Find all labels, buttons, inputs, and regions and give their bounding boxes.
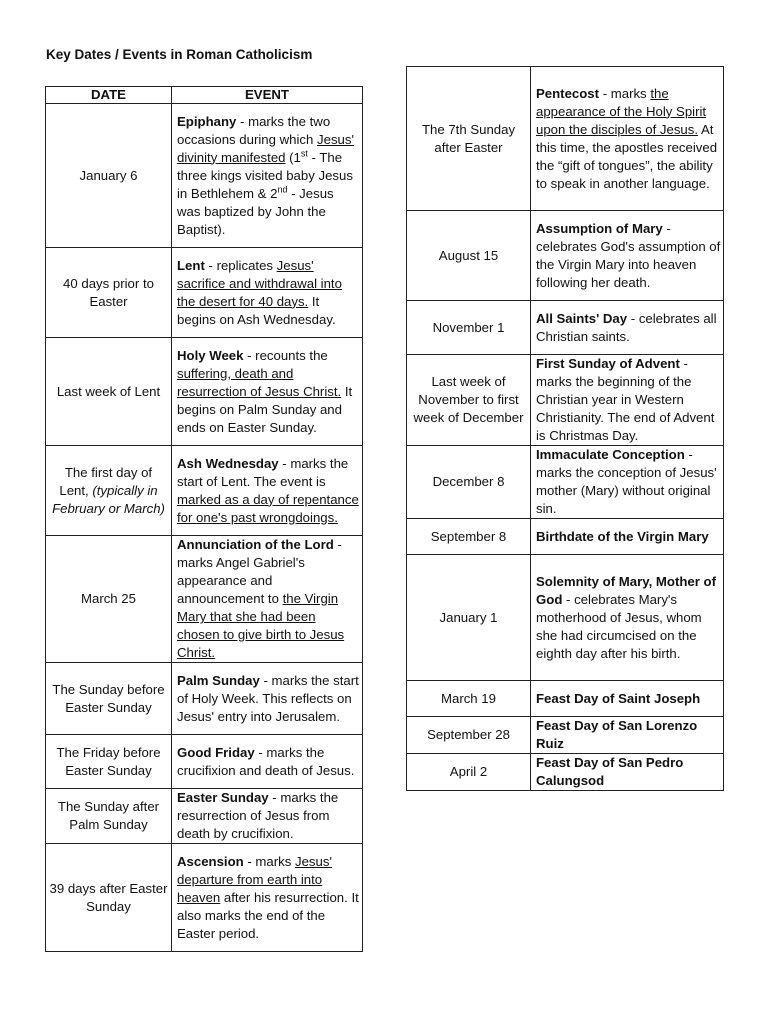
date-column-header: DATE xyxy=(46,87,172,104)
table-row xyxy=(46,663,363,735)
date-cell: Last week of Lent xyxy=(46,338,172,446)
event-name: Feast Day of San Lorenzo Ruiz xyxy=(536,718,698,751)
table-row xyxy=(407,211,724,301)
left-events-table xyxy=(45,86,363,952)
table-row xyxy=(46,104,363,248)
table-row xyxy=(407,301,724,355)
date-cell: Last week of November to first week of December xyxy=(407,355,531,446)
table-row xyxy=(46,446,363,536)
event-cell: Annunciation of the Lord - marks Angel Gabriel's appearance and announcement to the Virgin Mary that she had been chosen to give birth to Jesus Christ. xyxy=(172,536,363,663)
event-name: First Sunday of Advent xyxy=(536,356,680,371)
table-row xyxy=(407,519,724,555)
date-cell: January 1 xyxy=(407,555,531,681)
table-row xyxy=(407,754,724,791)
date-cell: The first day of Lent, (typically in February or March) xyxy=(46,446,172,536)
event-cell: Solemnity of Mary, Mother of God - celebrates Mary's motherhood of Jesus, whom she had circumcised on the eighth day after his birth. xyxy=(531,555,724,681)
event-name: Ascension xyxy=(177,853,244,869)
table-row xyxy=(407,681,724,717)
event-name: Epiphany xyxy=(177,113,237,129)
date-cell: August 15 xyxy=(407,211,531,301)
event-cell: All Saints' Day - celebrates all Christian saints. xyxy=(531,301,724,355)
event-cell: Ascension - marks Jesus' departure from earth into heaven after his resurrection. It also marks the end of the Easter period. xyxy=(172,844,363,952)
date-cell: The Sunday after Palm Sunday xyxy=(46,789,172,844)
event-name: Assumption of Mary xyxy=(536,220,663,236)
date-cell: 39 days after Easter Sunday xyxy=(46,844,172,952)
right-events-table xyxy=(406,66,724,791)
date-cell: January 6 xyxy=(46,104,172,248)
event-cell: Palm Sunday - marks the start of Holy Week. This reflects on Jesus' entry into Jerusalem. xyxy=(172,663,363,735)
event-cell: Immaculate Conception - marks the conception of Jesus' mother (Mary) without original sin. xyxy=(531,446,724,519)
date-cell: September 28 xyxy=(407,717,531,754)
table-row xyxy=(407,67,724,211)
event-cell: Good Friday - marks the crucifixion and death of Jesus. xyxy=(172,735,363,789)
table-row xyxy=(46,844,363,952)
event-cell xyxy=(531,754,724,791)
page-title: Key Dates / Events in Roman Catholicism xyxy=(46,47,313,62)
event-name: Good Friday xyxy=(177,744,255,760)
event-name: Holy Week xyxy=(177,347,244,363)
event-name: Annunciation of the Lord xyxy=(177,537,334,552)
event-name: Lent xyxy=(177,257,205,273)
date-cell: November 1 xyxy=(407,301,531,355)
event-name: Palm Sunday xyxy=(177,672,260,688)
table-row xyxy=(407,355,724,446)
event-cell: Epiphany - marks the two occasions during which Jesus' divinity manifested (1st - The three kings visited baby Jesus in Bethlehem & 2nd - Jesus was baptized by John the Baptist). xyxy=(172,104,363,248)
event-cell: Lent - replicates Jesus' sacrifice and withdrawal into the desert for 40 days. It begins on Ash Wednesday. xyxy=(172,248,363,338)
date-cell: April 2 xyxy=(407,754,531,791)
event-column-header: EVENT xyxy=(172,87,363,104)
date-cell: The Sunday before Easter Sunday xyxy=(46,663,172,735)
date-cell: The Friday before Easter Sunday xyxy=(46,735,172,789)
date-cell: 40 days prior to Easter xyxy=(46,248,172,338)
event-name: Immaculate Conception xyxy=(536,447,685,462)
event-name: Pentecost xyxy=(536,85,600,101)
event-name: Ash Wednesday xyxy=(177,455,279,471)
table-row xyxy=(46,338,363,446)
event-cell: Holy Week - recounts the suffering, death and resurrection of Jesus Christ. It begins on Palm Sunday and ends on Easter Sunday. xyxy=(172,338,363,446)
date-cell: March 25 xyxy=(46,536,172,663)
event-name: Solemnity of Mary, Mother of God xyxy=(536,573,716,607)
event-name: All Saints' Day xyxy=(536,310,628,326)
event-cell: Assumption of Mary - celebrates God's assumption of the Virgin Mary into heaven following her death. xyxy=(531,211,724,301)
table-row xyxy=(407,555,724,681)
table-row xyxy=(407,717,724,754)
event-cell: First Sunday of Advent - marks the beginning of the Christian year in Western Christianity. The end of Advent is Christmas Day. xyxy=(531,355,724,446)
date-cell: September 8 xyxy=(407,519,531,555)
event-cell: Easter Sunday - marks the resurrection of Jesus from death by crucifixion. xyxy=(172,789,363,844)
table-row xyxy=(46,789,363,844)
table-row xyxy=(407,446,724,519)
table-row xyxy=(46,735,363,789)
event-name: Easter Sunday xyxy=(177,790,269,805)
event-cell xyxy=(531,717,724,754)
event-name: Feast Day of Saint Joseph xyxy=(536,690,701,706)
date-cell: March 19 xyxy=(407,681,531,717)
event-cell xyxy=(531,681,724,717)
date-cell: December 8 xyxy=(407,446,531,519)
table-row xyxy=(46,248,363,338)
event-cell: Pentecost - marks the appearance of the Holy Spirit upon the disciples of Jesus. At this time, the apostles received the “gift of tongues”, the ability to speak in another language. xyxy=(531,67,724,211)
table-row xyxy=(46,536,363,663)
event-name: Feast Day of San Pedro Calungsod xyxy=(536,755,684,788)
event-cell xyxy=(531,519,724,555)
event-name: Birthdate of the Virgin Mary xyxy=(536,528,709,544)
event-cell: Ash Wednesday - marks the start of Lent. The event is marked as a day of repentance for one's past wrongdoings. xyxy=(172,446,363,536)
date-cell: The 7th Sunday after Easter xyxy=(407,67,531,211)
table-header-row xyxy=(46,87,363,104)
